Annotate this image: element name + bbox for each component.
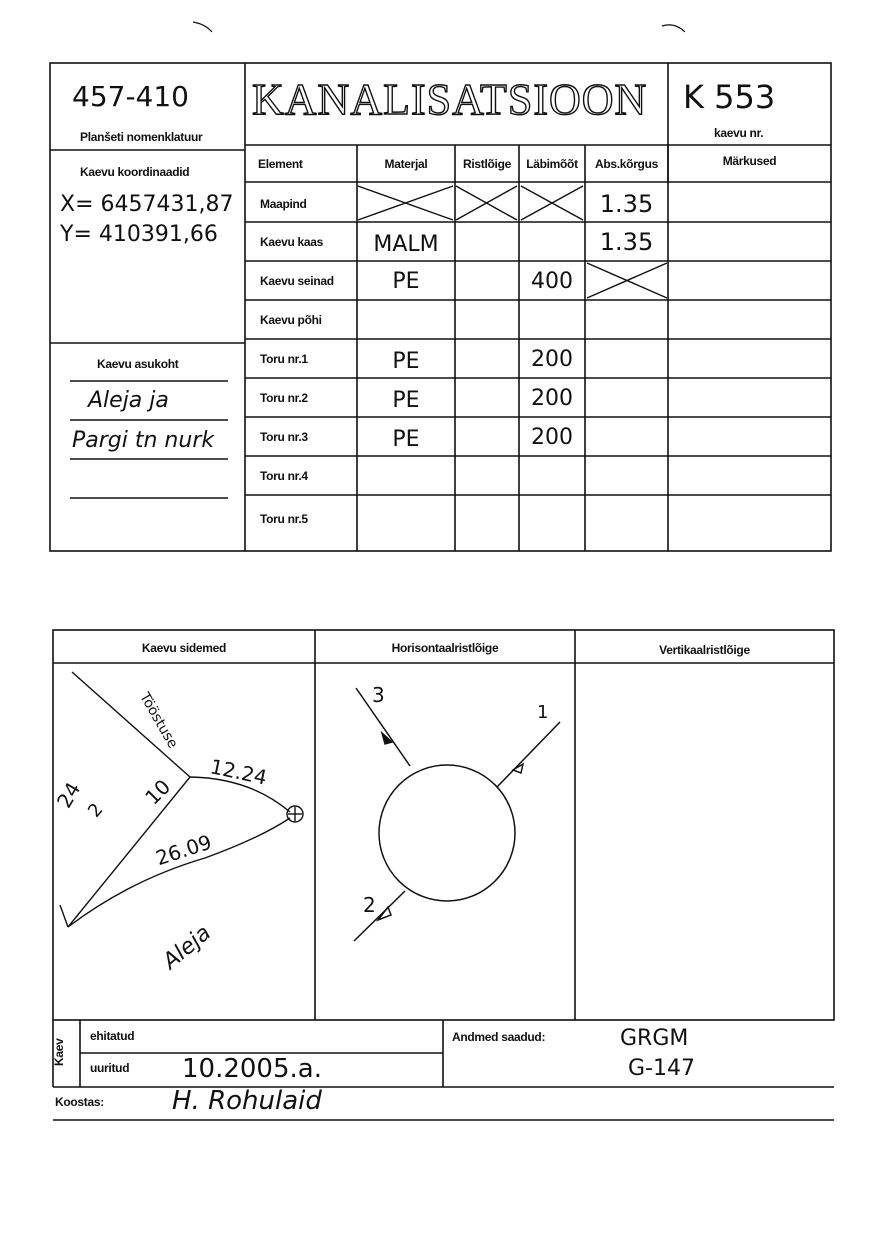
row-materjal: PE — [392, 268, 420, 294]
row-labimoot: 200 — [531, 385, 573, 411]
row-labimoot: 200 — [531, 346, 573, 372]
row-element: Toru nr.4 — [260, 469, 308, 483]
row-materjal: PE — [392, 387, 420, 413]
coordinate-x: X= 6457431,87 — [60, 192, 234, 217]
nomenclature-label: Planšeti nomenklatuur — [80, 130, 203, 144]
coordinate-y: Y= 410391,66 — [60, 222, 218, 247]
row-element: Toru nr.3 — [260, 430, 308, 444]
data-source-value2: G-147 — [628, 1056, 695, 1081]
pipe-2-label: 2 — [363, 893, 376, 917]
location-label: Kaevu asukoht — [97, 357, 179, 371]
well-number-label: kaevu nr. — [714, 126, 764, 140]
horizontal-section-label: Horisontaalristlõige — [391, 641, 499, 655]
row-element: Toru nr.2 — [260, 391, 308, 405]
ties-street-bottom: Aleja — [158, 920, 216, 975]
built-label: ehitatud — [90, 1029, 135, 1043]
ties-label: Kaevu sidemed — [141, 641, 227, 655]
pipe-3-label: 3 — [372, 683, 385, 707]
ties-sketch-lines — [60, 672, 303, 927]
horizontal-section-lines — [354, 688, 560, 941]
row-labimoot: 200 — [531, 424, 573, 450]
surveyed-label: uuritud — [90, 1061, 130, 1075]
data-source-label: Andmed saadud: — [452, 1030, 546, 1044]
author-value: H. Rohulaid — [172, 1086, 322, 1116]
ties-street-top: Tööstuse — [136, 690, 181, 752]
col-header-element: Element — [258, 156, 303, 171]
ties-house-number: 24 — [51, 777, 86, 813]
pipe-1-label: 1 — [537, 702, 549, 723]
author-label: Koostas: — [55, 1095, 104, 1109]
col-header-abs-korgus: Abs.kõrgus — [594, 156, 658, 171]
page-title: KANALISATSIOON — [252, 75, 648, 124]
surveyed-value: 10.2005.a. — [182, 1054, 322, 1084]
row-element: Toru nr.1 — [260, 352, 308, 366]
coordinates-label: Kaevu koordinaadid — [80, 165, 190, 179]
location-line2: Pargi tn nurk — [72, 428, 215, 453]
well-number: K 553 — [683, 78, 776, 116]
col-header-ristloige: Ristlõige — [463, 156, 511, 171]
col-header-markused: Märkused — [722, 154, 777, 168]
ties-dist-10: 10 — [140, 774, 176, 810]
ties-dist-1224: 12.24 — [208, 754, 270, 790]
vertical-section-label: Vertikaalristlõige — [659, 643, 750, 657]
ties-house-letter: 2 — [84, 799, 108, 822]
row-abs: 1.35 — [599, 190, 654, 218]
col-header-labimoot: Läbimõõt — [526, 156, 578, 171]
row-materjal: MALM — [373, 231, 439, 257]
footer-side-label: Kaev — [52, 1038, 66, 1066]
col-header-materjal: Materjal — [384, 156, 428, 171]
row-labimoot: 400 — [531, 268, 573, 294]
row-abs: 1.35 — [599, 228, 654, 256]
row-materjal: PE — [392, 426, 420, 452]
location-line1: Aleja ja — [88, 388, 169, 413]
row-element: Kaevu põhi — [260, 313, 322, 327]
row-element: Toru nr.5 — [260, 512, 308, 526]
nomenclature-value: 457-410 — [72, 80, 189, 113]
ties-dist-2609: 26.09 — [152, 829, 215, 871]
row-materjal: PE — [392, 348, 420, 374]
row-element: Maapind — [260, 197, 307, 211]
data-source-value1: GRGM — [620, 1026, 689, 1051]
row-element: Kaevu kaas — [260, 235, 324, 249]
row-element: Kaevu seinad — [260, 274, 334, 288]
